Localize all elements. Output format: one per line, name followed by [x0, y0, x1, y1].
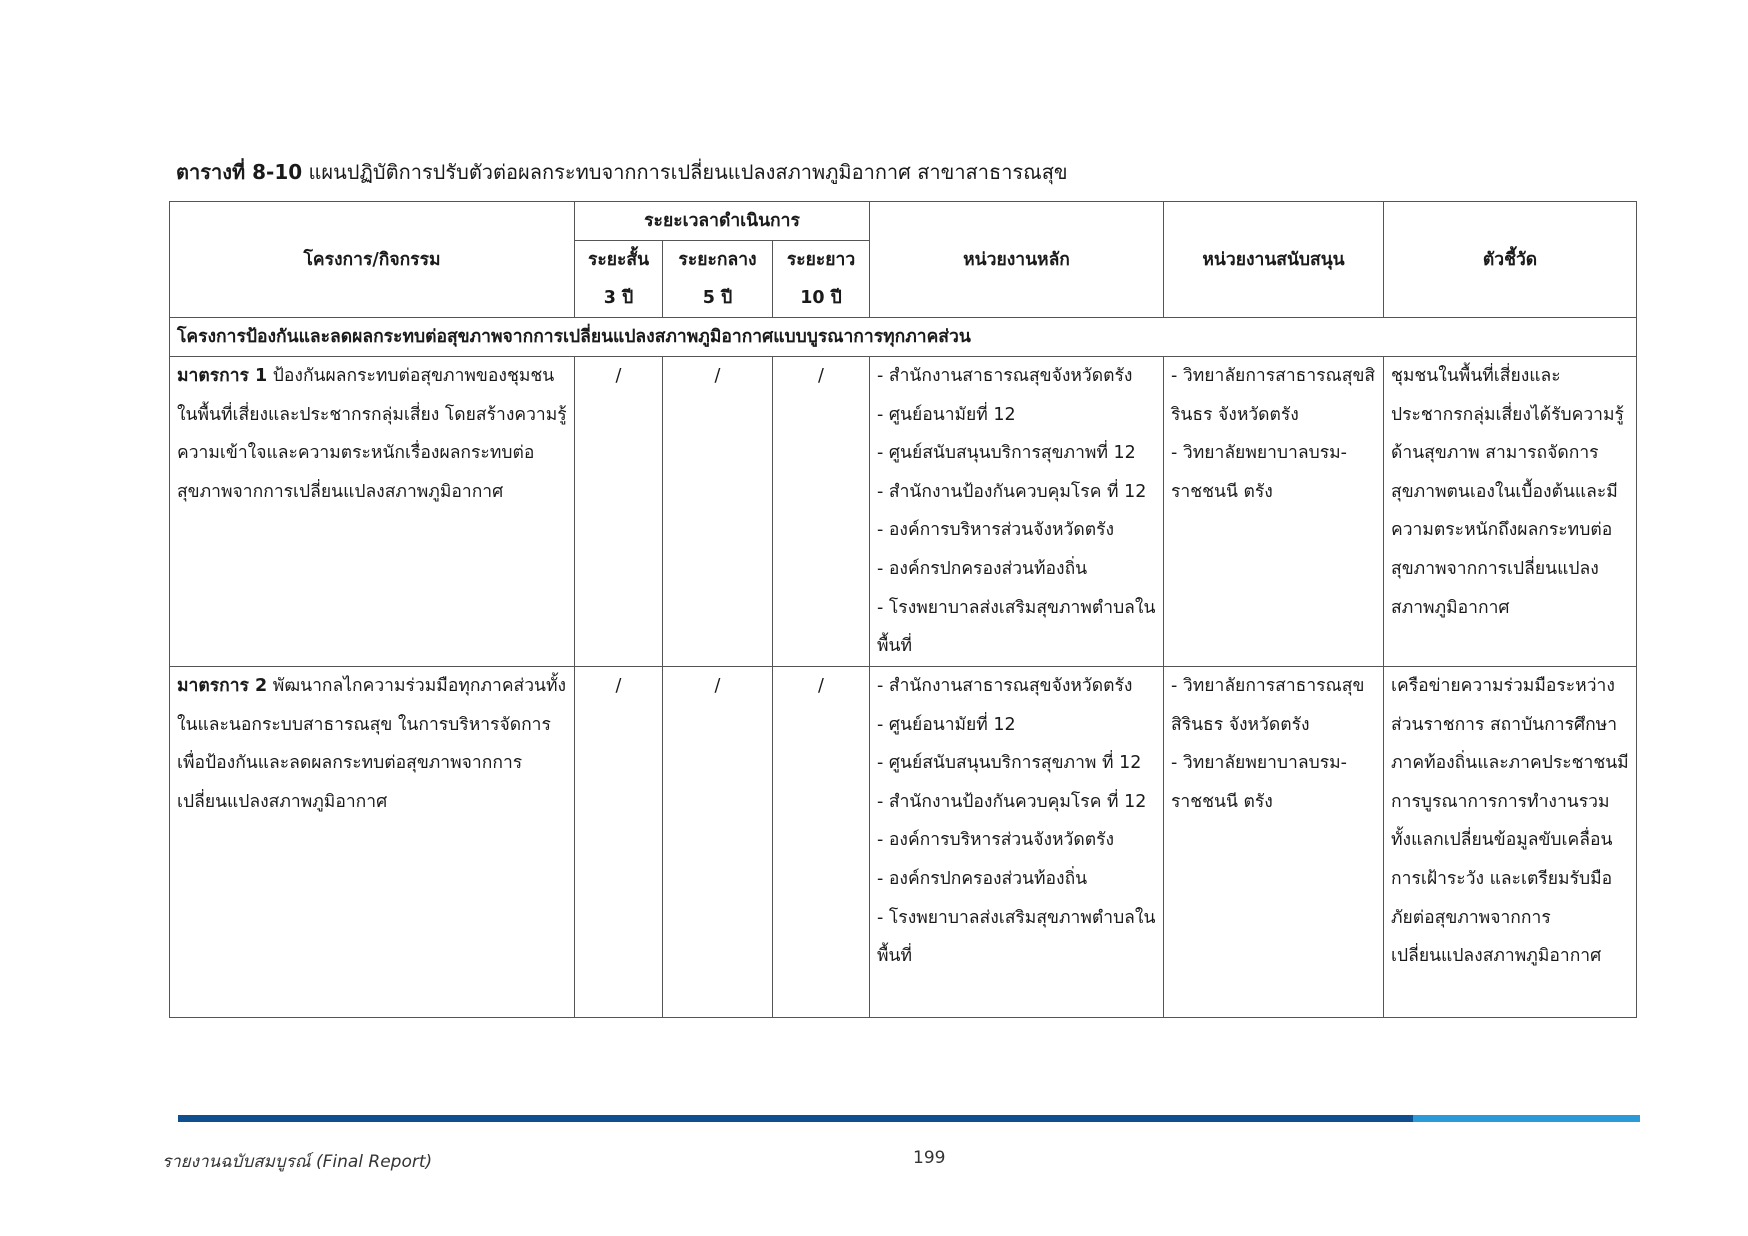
page-number: 199	[913, 1148, 946, 1168]
action-plan-table	[169, 201, 1637, 1018]
measure-cell	[170, 667, 575, 1018]
header-medium: ระยะกลาง 5 ปี	[663, 241, 773, 318]
main-agency-item: - สำนักงานป้องกันควบคุมโรค ที่ 12	[877, 481, 1147, 502]
long-term-mark: /	[773, 357, 870, 667]
main-agency-item: - องค์กรปกครองส่วนท้องถิ่น	[877, 868, 1088, 889]
short-term-mark: /	[575, 667, 663, 1018]
measure-text: พัฒนากลไกความร่วมมือทุกภาคส่วนทั้งในและนอกระบบสาธารณสุข ในการบริหารจัดการเพื่อป้องกันและลดผลกระทบต่อสุขภาพจากการเปลี่ยนแปลงสภาพภูมิอากาศ	[177, 676, 567, 812]
table-row	[170, 667, 1637, 1018]
header-support-agency: หน่วยงานสนับสนุน	[1164, 202, 1384, 318]
long-term-mark: /	[773, 667, 870, 1018]
main-agency-item: - สำนักงานป้องกันควบคุมโรค ที่ 12	[877, 791, 1147, 812]
main-agency-item: - องค์การบริหารส่วนจังหวัดตรัง	[877, 520, 1115, 541]
support-agency-item: - วิทยาลัยพยาบาลบรม-ราชชนนี ตรัง	[1171, 443, 1347, 502]
section-title: โครงการป้องกันและลดผลกระทบต่อสุขภาพจากการเปลี่ยนแปลงสภาพภูมิอากาศแบบบูรณาการทุกภาคส่วน	[170, 318, 1637, 357]
indicator-cell: เครือข่ายความร่วมมือระหว่างส่วนราชการ สถาบันการศึกษาภาคท้องถิ่นและภาคประชาชนมีการบูรณาการการทำงานรวมทั้งแลกเปลี่ยนข้อมูลขับเคลื่อนการเฝ้าระวัง และเตรียมรับมือภัยต่อสุขภาพจากการเปลี่ยนแปลงสภาพภูมิอากาศ	[1384, 667, 1637, 1018]
main-agency-item: - โรงพยาบาลส่งเสริมสุขภาพตำบลในพื้นที่	[877, 597, 1156, 657]
main-agency-cell	[870, 667, 1164, 1018]
measure-text: ป้องกันผลกระทบต่อสุขภาพของชุมชนในพื้นที่เสี่ยงและประชากรกลุ่มเสี่ยง โดยสร้างความรู้ ความเข้าใจและความตระหนักเรื่องผลกระทบต่อสุขภาพจากการเปลี่ยนแปลงสภาพภูมิอากาศ	[177, 366, 567, 502]
header-short: ระยะสั้น 3 ปี	[575, 241, 663, 318]
footer-bar-dark	[178, 1115, 1413, 1122]
header-main-agency: หน่วยงานหลัก	[870, 202, 1164, 318]
measure-cell	[170, 357, 575, 667]
footer-report-title: รายงานฉบับสมบูรณ์ (Final Report)	[162, 1152, 433, 1172]
main-agency-item: - องค์การบริหารส่วนจังหวัดตรัง	[877, 830, 1115, 851]
table-row	[170, 357, 1637, 667]
main-agency-item: - ศูนย์สนับสนุนบริการสุขภาพที่ 12	[877, 443, 1136, 464]
header-indicator: ตัวชี้วัด	[1384, 202, 1637, 318]
table-number: ตารางที่ 8-10	[176, 160, 303, 184]
footer-bar-light	[1413, 1115, 1640, 1122]
header-row	[170, 202, 1637, 241]
main-agency-item: - ศูนย์อนามัยที่ 12	[877, 404, 1016, 425]
support-agency-cell	[1164, 357, 1384, 667]
support-agency-item: - วิทยาลัยพยาบาลบรม-ราชชนนี ตรัง	[1171, 753, 1347, 812]
main-agency-item: - สำนักงานสาธารณสุขจังหวัดตรัง	[877, 676, 1133, 696]
main-agency-item: - องค์กรปกครองส่วนท้องถิ่น	[877, 558, 1088, 579]
main-agency-cell	[870, 357, 1164, 667]
support-agency-item: - วิทยาลัยการสาธารณสุข สิรินธร จังหวัดตรัง	[1171, 676, 1365, 735]
medium-term-mark: /	[663, 667, 773, 1018]
main-agency-item: - โรงพยาบาลส่งเสริมสุขภาพตำบลในพื้นที่	[877, 907, 1156, 967]
header-long: ระยะยาว 10 ปี	[773, 241, 870, 318]
table-title: แผนปฏิบัติการปรับตัวต่อผลกระทบจากการเปลี่ยนแปลงสภาพภูมิอากาศ สาขาสาธารณสุข	[302, 160, 1068, 184]
measure-label: มาตรการ 1	[177, 366, 268, 386]
header-period: ระยะเวลาดำเนินการ	[575, 202, 870, 241]
indicator-cell: ชุมชนในพื้นที่เสี่ยงและประชากรกลุ่มเสี่ยงได้รับความรู้ด้านสุขภาพ สามารถจัดการสุขภาพตนเองในเบื้องต้นและมีความตระหนักถึงผลกระทบต่อสุขภาพจากการเปลี่ยนแปลงสภาพภูมิอากาศ	[1384, 357, 1637, 667]
main-agency-item: - ศูนย์อนามัยที่ 12	[877, 714, 1016, 735]
short-term-mark: /	[575, 357, 663, 667]
footer-divider-bar	[178, 1115, 1640, 1122]
medium-term-mark: /	[663, 357, 773, 667]
support-agency-item: - วิทยาลัยการสาธารณสุขสิรินธร จังหวัดตรัง	[1171, 366, 1376, 425]
main-agency-item: - ศูนย์สนับสนุนบริการสุขภาพ ที่ 12	[877, 753, 1142, 774]
measure-label: มาตรการ 2	[177, 676, 268, 696]
main-agency-item: - สำนักงานสาธารณสุขจังหวัดตรัง	[877, 366, 1133, 386]
support-agency-cell	[1164, 667, 1384, 1018]
header-project: โครงการ/กิจกรรม	[170, 202, 575, 318]
section-row	[170, 318, 1637, 357]
table-caption	[176, 156, 1068, 188]
